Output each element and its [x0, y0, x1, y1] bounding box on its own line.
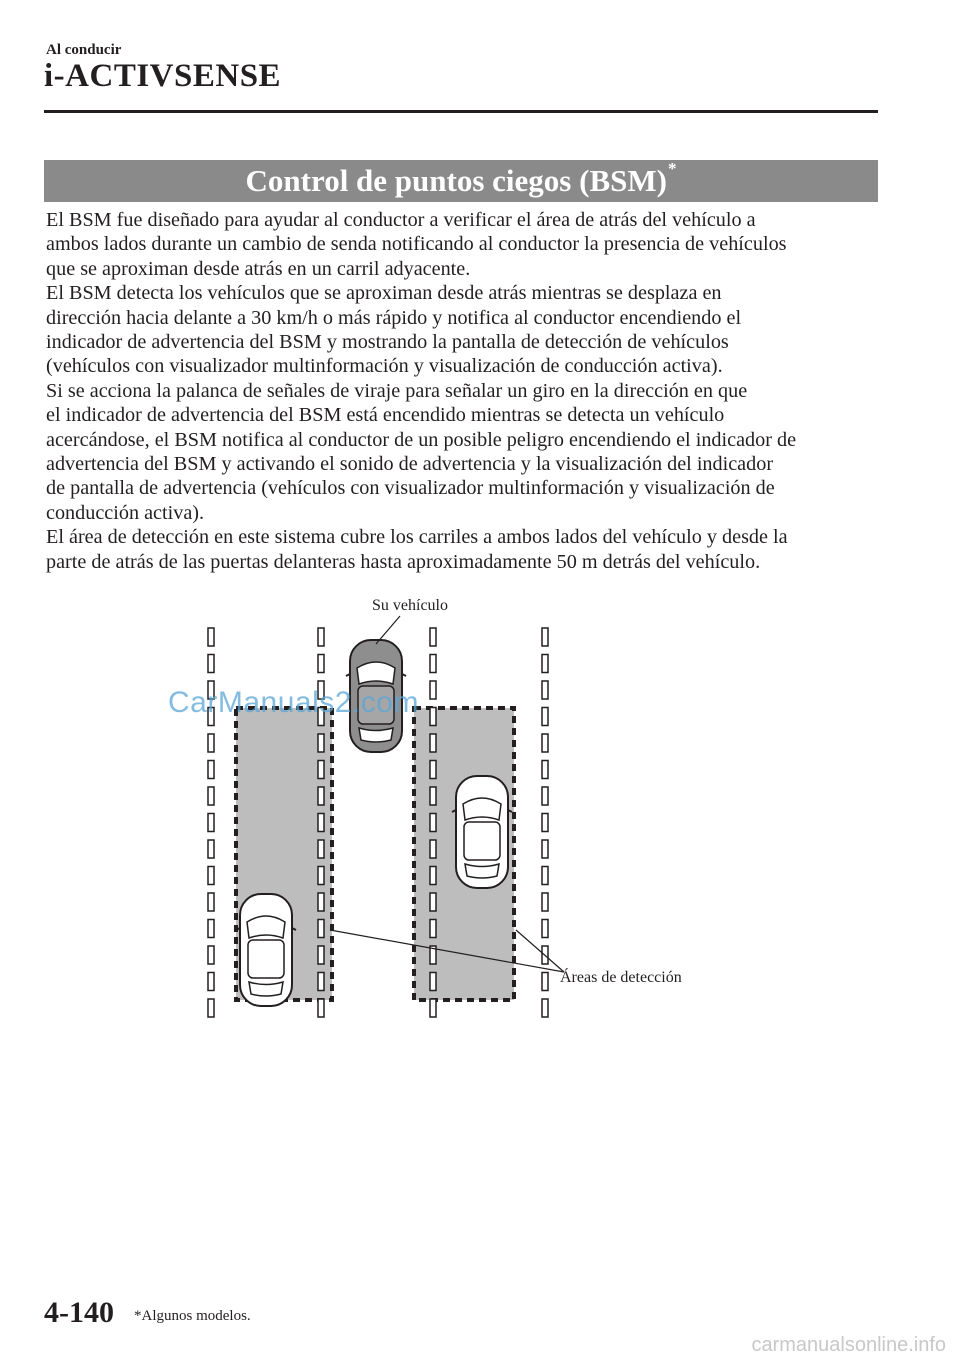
lane-mark: [542, 734, 548, 752]
lane-mark: [318, 946, 324, 964]
lane-mark: [430, 814, 436, 832]
approaching-vehicle-right: [452, 776, 512, 888]
lane-mark: [542, 655, 548, 673]
footnote: *Algunos modelos.: [134, 1308, 251, 1324]
lane-mark: [208, 655, 214, 673]
lane-mark: [430, 761, 436, 779]
lane-mark: [318, 655, 324, 673]
lane-mark: [208, 787, 214, 805]
lane-mark: [542, 999, 548, 1017]
lane-mark: [542, 787, 548, 805]
lane-mark: [318, 761, 324, 779]
lane-mark: [208, 920, 214, 938]
bsm-diagram: [150, 590, 750, 1030]
lane-mark: [430, 681, 436, 699]
lane-mark: [542, 628, 548, 646]
lane-mark: [542, 681, 548, 699]
lane-mark: [318, 973, 324, 991]
lane-mark: [208, 999, 214, 1017]
lane-mark: [208, 946, 214, 964]
lane-mark: [542, 840, 548, 858]
lane-mark: [542, 761, 548, 779]
leader-line-own: [376, 616, 400, 644]
section-banner: [44, 160, 878, 202]
lane-mark: [318, 787, 324, 805]
lane-mark: [208, 761, 214, 779]
page-number: 4-140: [44, 1296, 114, 1329]
lane-mark: [208, 867, 214, 885]
watermark: CarManuals2.com: [168, 686, 419, 719]
paragraph-1: El BSM fue diseñado para ayudar al conductor a verificar el área de atrás del vehículo a ambos lados durante un cambio de senda notificando al conductor la presencia de vehículos que se aproximan desde atrás en un carril adyacente.: [46, 209, 787, 280]
header-rule: [44, 110, 878, 113]
lane-mark: [318, 920, 324, 938]
paragraph-2: El BSM detecta los vehículos que se aproximan desde atrás mientras se desplaza en dirección hacia delante a 30 km/h o más rápido y notifica al conductor encendiendo el indicador de advertencia del BSM y mostrando la pantalla de detección de vehículos (vehículos con visualizador multinformación y visualización de conducción activa).: [46, 282, 742, 378]
lane-mark: [430, 973, 436, 991]
lane-mark: [318, 734, 324, 752]
lane-mark: [208, 734, 214, 752]
body-text: [46, 208, 886, 574]
lane-mark: [542, 893, 548, 911]
lane-mark: [318, 628, 324, 646]
lane-mark: [318, 840, 324, 858]
lane-mark: [318, 893, 324, 911]
lane-mark: [542, 814, 548, 832]
lane-mark: [430, 893, 436, 911]
site-watermark: carmanualsonline.info: [751, 1334, 946, 1356]
lane-mark: [430, 708, 436, 726]
lane-mark: [208, 814, 214, 832]
lane-mark: [208, 840, 214, 858]
lane-mark: [430, 628, 436, 646]
paragraph-4: El área de detección en este sistema cubre los carriles a ambos lados del vehículo y desde la parte de atrás de las puertas delanteras hasta aproximadamente 50 m detrás del vehículo.: [46, 526, 788, 573]
approaching-vehicle-left: [236, 894, 296, 1006]
chapter-title: i-ACTIVSENSE: [44, 58, 282, 94]
lane-mark: [542, 920, 548, 938]
lane-mark: [318, 814, 324, 832]
lane-mark: [430, 787, 436, 805]
lane-mark: [208, 628, 214, 646]
banner-asterisk: *: [667, 159, 677, 178]
lane-mark: [542, 867, 548, 885]
leader-line-right-area: [516, 930, 564, 972]
lane-mark: [208, 973, 214, 991]
lane-mark: [430, 840, 436, 858]
lane-mark: [430, 867, 436, 885]
lane-mark: [318, 867, 324, 885]
banner-title: Control de puntos ciegos (BSM): [245, 163, 667, 198]
section-label: Al conducir: [46, 42, 122, 58]
own-vehicle-label: Su vehículo: [372, 597, 448, 614]
lane-mark: [430, 920, 436, 938]
lane-mark: [542, 973, 548, 991]
detection-areas-label: Áreas de detección: [560, 969, 682, 986]
paragraph-3: Si se acciona la palanca de señales de viraje para señalar un giro en la dirección en que el indicador de advertencia del BSM está encendido mientras se detecta un vehículo acercándose, el BSM notifica al conductor de un posible peligro encendiendo el indicador de advertencia del BSM y activando el sonido de advertencia y la visualización del indicador de pantalla de advertencia (vehículos con visualizador multinformación y visualización de conducción activa).: [46, 379, 797, 524]
lane-mark: [430, 655, 436, 673]
lane-mark: [542, 708, 548, 726]
lane-mark: [430, 734, 436, 752]
lane-mark: [318, 999, 324, 1017]
lane-mark: [430, 999, 436, 1017]
lane-mark: [208, 893, 214, 911]
